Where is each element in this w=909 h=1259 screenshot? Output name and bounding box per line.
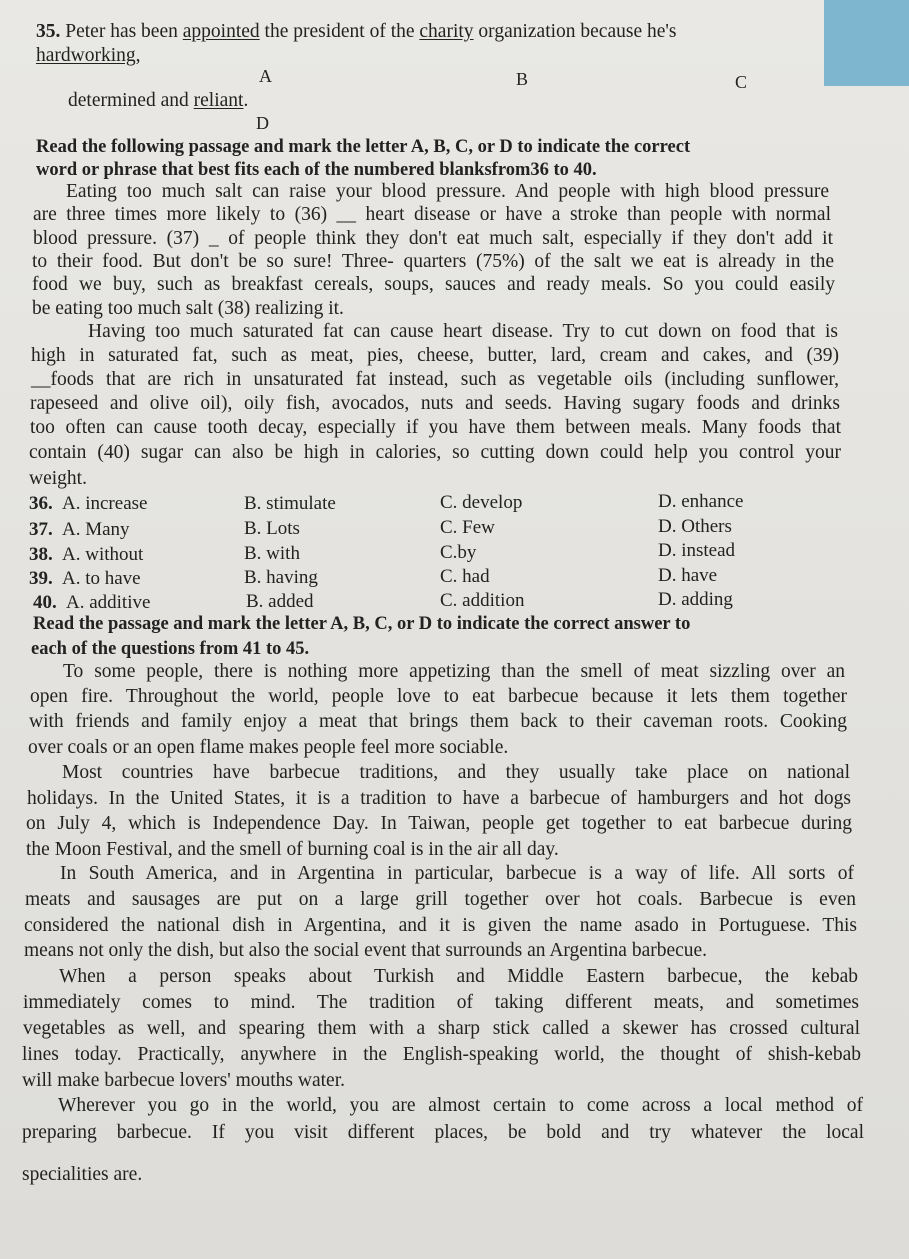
passage-line: holidays. In the United States, it is a tradition to have a barbecue of hamburgers and hot dogs (27, 788, 851, 809)
option-c: C. Few (440, 517, 495, 538)
option-a: A. without (62, 544, 144, 565)
option-c: C. addition (440, 590, 525, 611)
section-2-instruction-cont: each of the questions from 41 to 45. (31, 639, 310, 659)
option-d: D. adding (658, 589, 733, 610)
question-35-line-2: hardworking, (36, 45, 141, 66)
passage-line: meats and sausages are put on a large grill together over hot coals. Barbecue is even (25, 889, 856, 910)
option-d: D. enhance (658, 491, 744, 512)
passage-line: to their food. But don't be so sure! Three- quarters (75%) of the salt we eat is already in the (32, 251, 834, 272)
passage-line: are three times more likely to (36) __ heart disease or have a stroke than people with normal (33, 204, 831, 225)
passage-line: preparing barbecue. If you visit different places, be bold and try whatever the local (22, 1122, 864, 1143)
option-b: B. Lots (244, 518, 300, 539)
passage-line: with friends and family enjoy a meat that brings them back to their caveman roots. Cooking (29, 711, 847, 732)
option-a: A. to have (62, 568, 141, 589)
option-mark-b: B (516, 69, 529, 89)
passage-line: Most countries have barbecue traditions, and they usually take place on national (62, 762, 850, 783)
option-b: B. with (244, 543, 300, 564)
option-b: B. having (244, 567, 318, 588)
question-35-number: 35. (36, 21, 61, 42)
word-reliant: reliant (193, 90, 244, 111)
passage-line: contain (40) sugar can also be high in calories, so cutting down could help you control your (29, 442, 841, 463)
passage-line: food we buy, such as breakfast cereals, soups, sauces and ready meals. So you could easily (32, 274, 835, 295)
question-35-line-1: 35. Peter has been appointed the president of the charity organization because he's (36, 21, 677, 42)
option-c: C. develop (440, 492, 523, 513)
passage-line: rapeseed and olive oil), oily fish, avocados, nuts and seeds. Having sugary foods and drinks (30, 393, 840, 414)
question-35-line-3: determined and reliant. (68, 90, 249, 111)
option-b: B. added (246, 591, 314, 612)
option-d: D. have (658, 565, 718, 586)
passage-line: the Moon Festival, and the smell of burning coal is in the air all day. (26, 839, 559, 860)
blue-tab-marker (824, 0, 909, 86)
passage-line: means not only the dish, but also the social event that surrounds an Argentina barbecue. (24, 940, 708, 961)
option-a: A. Many (62, 519, 130, 540)
option-b: B. stimulate (244, 493, 336, 514)
passage-line: on July 4, which is Independence Day. In Taiwan, people get together to eat barbecue during (26, 813, 852, 834)
word-hardworking: hardworking (36, 45, 136, 66)
option-number: 39. (29, 568, 53, 589)
option-c: C.by (440, 542, 477, 563)
passage-line: open fire. Throughout the world, people love to eat barbecue because it lets them together (30, 686, 847, 707)
option-number: 38. (29, 544, 53, 565)
passage-line: too often can cause tooth decay, especially if you have them between meals. Many foods that (30, 417, 841, 438)
option-a: A. increase (62, 493, 148, 514)
passage-line: Eating too much salt can raise your blood pressure. And people with high blood pressure (66, 181, 829, 202)
option-number: 36. (29, 493, 53, 514)
passage-line: Wherever you go in the world, you are almost certain to come across a local method of (58, 1095, 863, 1116)
passage-line: will make barbecue lovers' mouths water. (22, 1070, 345, 1091)
option-mark-c: C (735, 72, 748, 92)
passage-line: be eating too much salt (38) realizing it. (32, 298, 344, 319)
option-mark-a: A (259, 66, 272, 86)
passage-line: immediately comes to mind. The tradition of taking different meats, and sometimes (23, 992, 859, 1013)
passage-line: over coals or an open flame makes people feel more sociable. (28, 737, 509, 758)
passage-line: blood pressure. (37) _ of people think they don't eat much salt, especially if they don't add it (33, 228, 833, 249)
passage-line: To some people, there is nothing more appetizing than the smell of meat sizzling over an (63, 661, 845, 682)
passage-line: __foods that are rich in unsaturated fat instead, such as vegetable oils (including sunflower, (31, 369, 839, 390)
word-appointed: appointed (182, 21, 260, 42)
option-d: D. instead (658, 540, 736, 561)
passage-line: In South America, and in Argentina in particular, barbecue is a way of life. All sorts of (60, 863, 854, 884)
passage-line: lines today. Practically, anywhere in the English-speaking world, the thought of shish-kebab (22, 1044, 861, 1065)
passage-line: high in saturated fat, such as meat, pies, cheese, butter, lard, cream and cakes, and (39) (31, 345, 839, 366)
option-mark-d: D (256, 113, 269, 133)
option-c: C. had (440, 566, 490, 587)
option-number: 40. (33, 592, 57, 613)
section-1-instruction-cont: word or phrase that best fits each of the numbered blanksfrom36 to 40. (36, 160, 597, 180)
section-2-instruction: Read the passage and mark the letter A, B, C, or D to indicate the correct answer to (33, 614, 691, 634)
passage-line: When a person speaks about Turkish and Middle Eastern barbecue, the kebab (59, 966, 858, 987)
option-a: A. additive (66, 592, 151, 613)
option-number: 37. (29, 519, 53, 540)
passage-line: weight. (29, 468, 87, 489)
passage-line: specialities are. (22, 1164, 143, 1185)
word-charity: charity (419, 21, 474, 42)
passage-line: considered the national dish in Argentina, and it is given the name asado in Portuguese. This (24, 915, 857, 936)
passage-line: vegetables as well, and spearing them with a sharp stick called a skewer has crossed cultural (23, 1018, 860, 1039)
option-d: D. Others (658, 516, 732, 537)
section-1-instruction: Read the following passage and mark the letter A, B, C, or D to indicate the correct (36, 137, 691, 157)
passage-line: Having too much saturated fat can cause heart disease. Try to cut down on food that is (88, 321, 838, 342)
